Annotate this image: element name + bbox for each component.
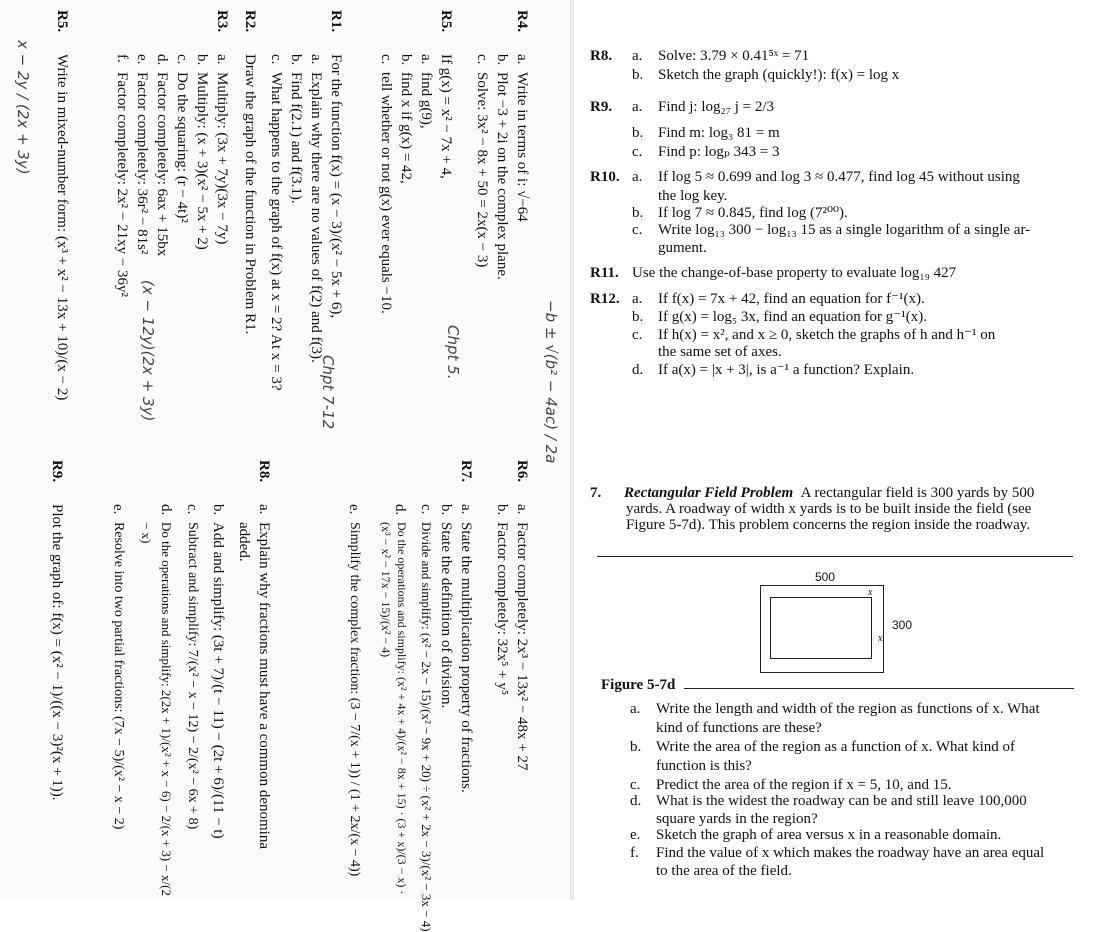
handwritten-chapter-7-12: Chpt 7-12 <box>319 355 337 430</box>
problem-7-header: 7. Rectangular Field Problem A rectangular field is 300 yards by 500 <box>590 485 1035 501</box>
left-column-a <box>0 10 572 450</box>
handwritten-factor-answer: (x − 12y)(2x + 3y) <box>139 280 157 422</box>
problem-r1: R1. For the function f(x) = (x − 3)/(x² − 5x + 6), a. Explain why there are no values of f(2) and f(3). b. Find f(2.1) and f(3.1). c. What happens to the graph of f(x) at x = 2? At x = 3? <box>268 10 344 391</box>
figure-x-label-top: x <box>868 587 873 598</box>
problem-r6: R6. a. Factor completely: 2x³ − 13x² − 48x + 27 b. Factor completely: 32x⁵ + y⁵ <box>494 460 530 771</box>
problem-r10: R10. a. If log 5 ≈ 0.699 and log 3 ≈ 0.477, find log 45 without using <box>590 169 1020 185</box>
region-inner-rectangle <box>770 597 872 659</box>
problem-r4: R4. a. Write in terms of i: √−64 b. Plot −3 + 2i on the complex plane. c. Solve: 3x² − 8x + 50 = 2x(x − 3) <box>474 10 530 280</box>
problem-r5-mixed: R5. Write in mixed-number form: (x³ + x² − 13x + 10)/(x − 2) <box>54 10 70 401</box>
problem-r9-logs: R9. a. Find j: log₂₇ j = 2/3 <box>590 99 775 115</box>
problem-r12: R12. a. If f(x) = 7x + 42, find an equation for f⁻¹(x). <box>590 291 925 307</box>
problem-r8-solve: R8. a. Solve: 3.79 × 0.41⁵ˣ = 71 <box>590 48 810 64</box>
handwritten-margin-note: x − 2y / (2x + 3y) <box>14 40 32 175</box>
problem-r3: R3. a. Multiply: (3x + 7y)(3x − 7y) b. Multiply: (x + 3)(x² − 5x + 2) c. Do the squaring: (r − 4t)² d. Factor completely: 6ax + 15bx e. Factor completely: 36r² − 81s² f. Factor completely: 2x² − 21xy − 36y² <box>114 10 230 298</box>
handwritten-chapter-5: Chpt 5. <box>444 325 462 380</box>
problem-7-title: Rectangular Field Problem <box>624 485 794 501</box>
left-column-b <box>0 460 572 932</box>
figure-width-label: 500 <box>815 570 836 584</box>
handwritten-quadratic-formula: −b ± √(b² − 4ac) / 2a <box>542 300 560 464</box>
problem-r7: R7. a. State the multiplication property of fractions. b. State the definition of division. c. Divide and simplify: (x² − 2x − 15)/(x² − 9x + 20) ÷ (x² + 2x − 3)/(x² − 3x − 4) d. Do the operations and simplify: (x² + 4x + 4)/(x² − 8x + 15) · (3 + x)/(3 − x) · (x³ − x² − 17x − 15)/(x² − 4) e. Simplify the complex fraction: (3 − 7/(x + 1)) / (1 + 2x/(x − 4)) <box>346 460 474 932</box>
figure-height-label: 300 <box>892 618 913 632</box>
problem-r9-plot: R9. Plot the graph of: f(x) = (x² − 1)/((x − 3)²(x + 1)). <box>49 460 65 801</box>
problem-r2: R2. Draw the graph of the function in Problem R1. <box>242 10 258 335</box>
problem-r8-fractions: R8. a. Explain why fractions must have a common denomina added. b. Add and simplify: (3t + 7)/(t − 11) − (2t + 6)/(11 − t) c. Subtract and simplify: 7/(x² − x − 12) − 2/(x² − 6x + 8) d. Do the operations and simplify: 2(2x + 1)/(x² + x − 6) − 2/(x + 3) − x/(2 − x) e. Resolve into two partial fractions: (7x − 5)/(x² − x − 2) <box>110 460 272 896</box>
figure-x-label-side: x <box>878 633 883 644</box>
figure-caption: Figure 5-7d <box>601 677 676 693</box>
problem-r11: R11. Use the change-of-base property to evaluate log₁₉ 427 <box>590 265 957 281</box>
figure-bottom-rule <box>684 688 1074 689</box>
figure-top-rule <box>597 556 1073 557</box>
problem-r5-g: R5. If g(x) = x² − 7x + 4, a. find g(9), b. find x if g(x) = 42, c. tell whether or not g(x) ever equals −10. <box>378 10 454 314</box>
